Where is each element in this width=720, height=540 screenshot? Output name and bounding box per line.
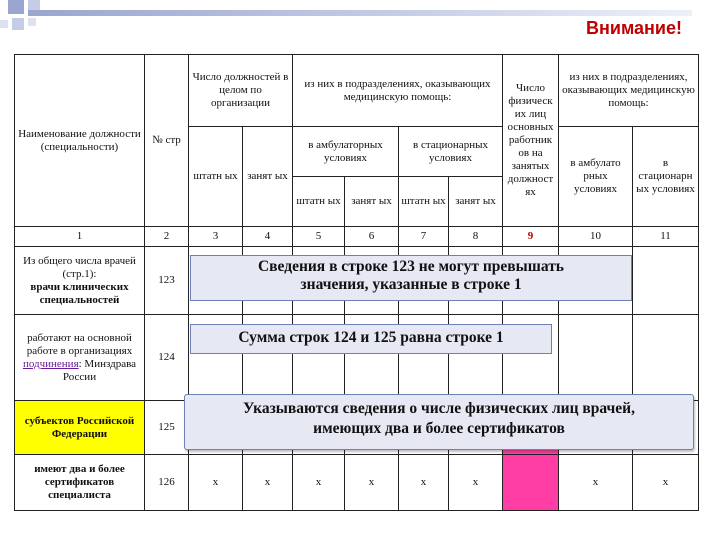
- header-phys-stationary: в стационарн ых условиях: [633, 127, 699, 227]
- callout-sum-124-125: Сумма строк 124 и 125 равна строке 1: [190, 324, 552, 354]
- row-126-label: имеют два и более сертификатов специалиста: [15, 455, 145, 511]
- row-126-x: x: [399, 455, 449, 511]
- header-name: Наименование должности (специальности): [15, 55, 145, 227]
- row-124-label: [15, 315, 145, 401]
- header-row-number: № стр: [145, 55, 189, 227]
- callout-row-126-line2: имеющих два и более сертификатов: [313, 420, 565, 437]
- header-shtat-stac: штатн ых: [399, 177, 449, 227]
- row-126-x: x: [345, 455, 399, 511]
- colnum-6: 6: [345, 227, 399, 247]
- header-shtat-amb: штатн ых: [293, 177, 345, 227]
- row-125-number: 125: [145, 401, 189, 455]
- callout-row-126-line1: Указываются сведения о числе физических лиц врачей,: [243, 400, 635, 417]
- colnum-9: 9: [503, 227, 559, 247]
- table-row-126: [15, 455, 699, 511]
- header-zanyat-stac: занят ых: [449, 177, 503, 227]
- row-123-specialty: врачи клинических специальностей: [30, 280, 129, 306]
- colnum-11: 11: [633, 227, 699, 247]
- colnum-1: 1: [15, 227, 145, 247]
- header-bar: [28, 10, 692, 16]
- row-124-link[interactable]: подчинения: [22, 357, 79, 370]
- header-zanyat-amb: занят ых: [345, 177, 399, 227]
- callout-row-123-line1: Сведения в строке 123 не могут превышать: [257, 258, 565, 275]
- header-shtat-total: штатн ых: [189, 127, 243, 227]
- row-126-x: x: [633, 455, 699, 511]
- colnum-2: 2: [145, 227, 189, 247]
- row-123-intro: Из общего числа врачей (стр.1):: [23, 254, 136, 280]
- row-124-text-end: : Минздрава России: [62, 357, 137, 383]
- row-126-x: x: [559, 455, 633, 511]
- header-ambulatory: в амбулаторных условиях: [293, 127, 399, 177]
- row-126-x: x: [243, 455, 293, 511]
- row-126-x: x: [449, 455, 503, 511]
- row-126-x: x: [189, 455, 243, 511]
- decorative-squares: [0, 0, 80, 46]
- colnum-4: 4: [243, 227, 293, 247]
- row-126-number: 126: [145, 455, 189, 511]
- callout-row-126: [184, 394, 694, 450]
- callout-row-123: [190, 255, 632, 301]
- colnum-8: 8: [449, 227, 503, 247]
- callout-row-123-line2: значения, указанные в строке 1: [300, 276, 522, 293]
- header-total-positions: Число должностей в целом по организации: [189, 55, 293, 127]
- row-124-number: 124: [145, 315, 189, 401]
- header-physical-persons: Число физическ их лиц основных работник ов на занятых должност ях: [503, 55, 559, 227]
- row-123-number: 123: [145, 247, 189, 315]
- row-126-pink-cell: [503, 455, 559, 511]
- colnum-3: 3: [189, 227, 243, 247]
- colnum-10: 10: [559, 227, 633, 247]
- row-125-label: субъектов Российской Федерации: [15, 401, 145, 455]
- header-zanyat-total: занят ых: [243, 127, 293, 227]
- header-subdivisions: из них в подразделениях, оказывающих медицинскую помощь:: [293, 55, 503, 127]
- header-phys-ambulatory: в амбулато рных условиях: [559, 127, 633, 227]
- row-124-text: работают на основной работе в организациях: [26, 331, 133, 357]
- page-title: Внимание!: [586, 18, 682, 38]
- header-phys-subdivisions: из них в подразделениях, оказывающих медицинскую помощь:: [559, 55, 699, 127]
- colnum-5: 5: [293, 227, 345, 247]
- row-123-label: [15, 247, 145, 315]
- colnum-7: 7: [399, 227, 449, 247]
- row-126-x: x: [293, 455, 345, 511]
- header-stationary: в стационарных условиях: [399, 127, 503, 177]
